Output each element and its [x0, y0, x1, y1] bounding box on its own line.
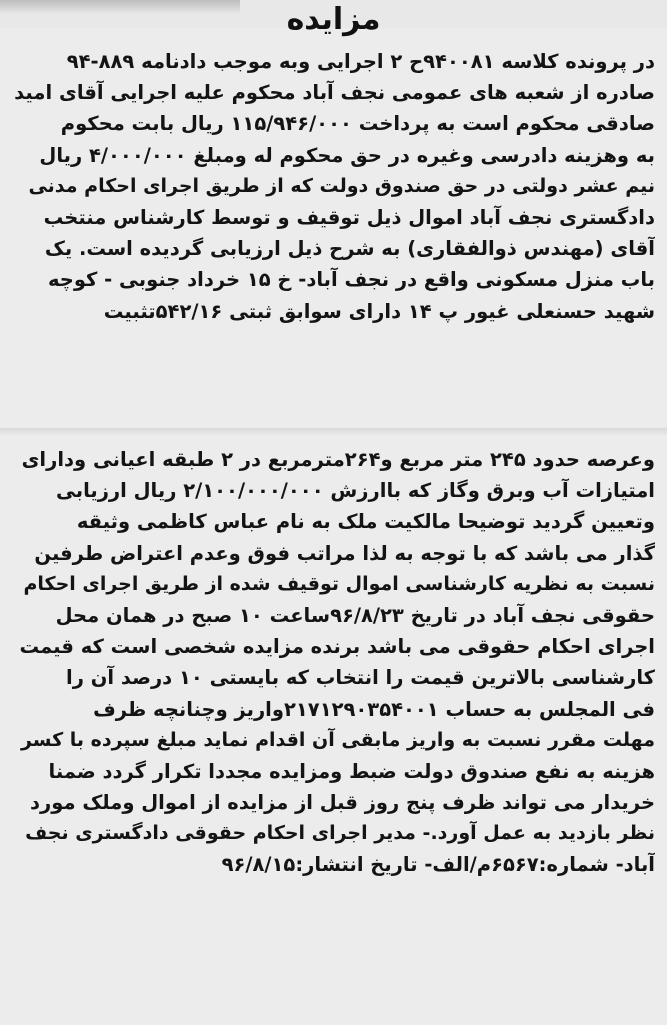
publication-info-line: آباد- شماره:۶۵۶۷م/الف- تاریخ انتشار:۹۶/۸/۱۵	[221, 853, 655, 877]
fold-divider	[0, 428, 667, 438]
body-line: وعرصه حدود ۲۴۵ متر مربع و۲۶۴مترمربع در ۲ طبقه اعیانی ودارای	[21, 448, 655, 471]
notice-title: مزایده	[286, 2, 381, 37]
body-line: اجرای احکام حقوقی می باشد برنده مزایده شخصی است که قیمت	[19, 635, 655, 659]
body-line: نیم عشر دولتی در حق صندوق دولت که از طریق اجرای احکام مدنی	[28, 174, 655, 197]
body-line: کارشناسی بالاترین قیمت را انتخاب که بایستی ۱۰ درصد آن را	[66, 666, 655, 690]
body-line: امتیازات آب وبرق وگاز که باارزش ۲/۱۰۰/۰۰۰/۰۰۰ ریال ارزیابی	[56, 479, 655, 503]
body-line: وتعیین گردید توضیحا مالکیت ملک به نام عباس کاظمی وثیقه	[76, 510, 655, 534]
body-line: صادقی محکوم است به پرداخت ۱۱۵/۹۴۶/۰۰۰ ریال بابت محکوم	[60, 112, 655, 136]
body-line: نسبت به نظریه کارشناسی اموال توقیف شده از طریق اجرای احکام	[23, 572, 655, 595]
body-line: هزینه به نفع صندوق دولت ضبط ومزایده مجددا تکرار گردد ضمنا	[48, 759, 655, 783]
body-line: حقوقی نجف آباد در تاریخ ۹۶/۸/۲۳ساعت ۱۰ صبح در همان محل	[55, 603, 655, 627]
body-line: باب منزل مسکونی واقع در نجف آباد- خ ۱۵ خرداد جنوبی - کوچه	[47, 268, 655, 292]
signature-line: نظر بازدید به عمل آورد.- مدیر اجرای احکام حقوقی دادگستری نجف	[25, 822, 655, 845]
body-line: گذار می باشد که با توجه به لذا مراتب فوق وعدم اعتراض طرفین	[34, 541, 655, 565]
body-line: به وهزینه دادرسی وغیره در حق محکوم له ومبلغ ۴/۰۰۰/۰۰۰ ریال	[39, 143, 655, 167]
notice-body-top	[14, 46, 655, 416]
body-line: خریدار می تواند ظرف پنج روز قبل از مزایده از اموال وملک مورد	[30, 791, 655, 815]
body-line: در پرونده کلاسه ۹۴۰۰۸۱ح ۲ اجرایی وبه موجب دادنامه ۸۸۹-۹۴	[66, 50, 655, 73]
body-line: مهلت مقرر نسبت به واریز مابقی آن اقدام نماید مبلغ سپرده با کسر	[20, 728, 655, 751]
body-line: صادره از شعبه های عمومی نجف آباد محکوم علیه اجرایی آقای امید	[14, 81, 655, 105]
notice-body-bottom	[14, 444, 655, 984]
body-line: شهید حسنعلی غیور پ ۱۴ دارای سوابق ثبتی ۵۴۲/۱۶تثبیت	[103, 299, 655, 323]
body-line: دادگستری نجف آباد اموال ذیل توقیف و توسط کارشناس منتخب	[43, 205, 655, 229]
body-line: آقای (مهندس ذوالفقاری) به شرح ذیل ارزیابی گردیده است. یک	[44, 237, 655, 261]
body-line: فی المجلس به حساب ۲۱۷۱۲۹۰۳۵۴۰۰۱واریز وچنانچه ظرف	[93, 697, 655, 721]
